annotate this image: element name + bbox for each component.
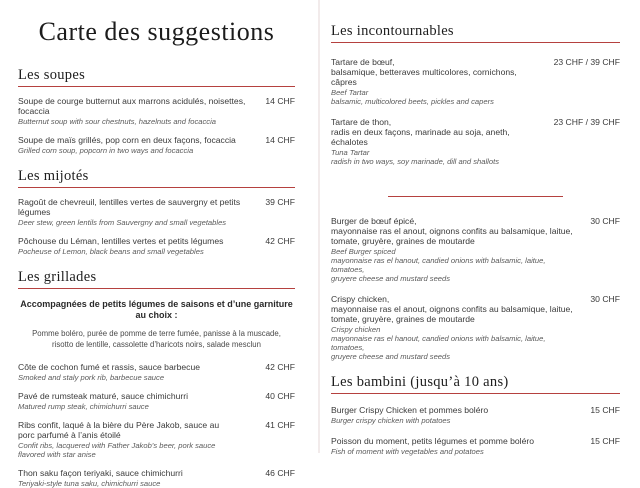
item-text <box>331 405 580 425</box>
item-description-line: Beef Burger spiced <box>331 247 396 256</box>
item-description <box>331 416 580 425</box>
item-description <box>18 146 255 155</box>
item-description-line: Matured rump steak, chimichurri sauce <box>18 402 149 411</box>
item-price: 15 CHF <box>590 405 620 415</box>
section-heading: Les mijotés <box>18 169 295 188</box>
item-name <box>331 57 544 87</box>
item-description-line: Pocheuse of Lemon, black beans and small vegetables <box>18 247 204 256</box>
item-text <box>331 57 544 106</box>
item-name <box>18 236 255 246</box>
menu-section <box>331 375 620 456</box>
item-description <box>18 479 255 488</box>
item-name-line: mayonnaise ras el anout, oignons confits au balsamique, laitue, <box>331 304 573 314</box>
page-title: Carte des suggestions <box>38 17 275 46</box>
item-price: 14 CHF <box>265 135 295 145</box>
item-name-line: Côte de cochon fumé et rassis, sauce barbecue <box>18 362 201 372</box>
menu-item <box>331 294 620 361</box>
item-text <box>331 216 580 283</box>
item-price: 41 CHF <box>265 420 295 430</box>
menu-section <box>18 270 295 488</box>
item-text <box>18 468 255 488</box>
item-description-line: Burger crispy chicken with potatoes <box>331 416 451 425</box>
item-name <box>18 420 255 440</box>
section-heading: Les grillades <box>18 270 295 289</box>
item-name <box>18 197 255 217</box>
section-items <box>331 405 620 456</box>
section-heading: Les soupes <box>18 68 295 87</box>
item-description-line: gruyere cheese and mustard seeds <box>331 352 451 361</box>
item-name-line: Poisson du moment, petits légumes et pomme boléro <box>331 436 535 446</box>
section-heading: Les bambini (jusqu’à 10 ans) <box>331 375 620 394</box>
section-heading: Les incontournables <box>331 24 620 43</box>
item-name-line: porc parfumé à l’anis étoilé <box>18 430 121 440</box>
menu-item <box>18 420 295 459</box>
menu-item <box>18 135 295 155</box>
item-price: 42 CHF <box>265 236 295 246</box>
item-description-line: radish in two ways, soy marinade, dill and shallots <box>331 157 499 166</box>
item-description-line: Confit ribs, lacquered with Father Jakob’s beer, pork sauce <box>18 441 216 450</box>
item-name-line: Ragoût de chevreuil, lentilles vertes de sauvergny et petits légumes <box>18 197 241 217</box>
item-name-line: Pôchouse du Léman, lentilles vertes et petits légumes <box>18 236 224 246</box>
item-price: 23 CHF / 39 CHF <box>553 117 620 127</box>
section-items <box>18 96 295 155</box>
item-description-line: mayonnaise ras el hanout, candied onions with balsamic, laitue, tomatoes, <box>331 256 546 274</box>
menu-item <box>18 96 295 126</box>
item-description-line: Smoked and staly pork rib, barbecue sauce <box>18 373 165 382</box>
menu-left-column <box>18 0 295 488</box>
item-name <box>331 436 580 446</box>
item-name <box>331 216 580 246</box>
menu-item <box>331 216 620 283</box>
section-items <box>18 197 295 256</box>
item-name-line: Soupe de maïs grillés, pop corn en deux façons, focaccia <box>18 135 236 145</box>
item-description <box>18 373 255 382</box>
item-description-line: Crispy chicken <box>331 325 381 334</box>
item-text <box>331 436 580 456</box>
item-name <box>18 468 255 478</box>
item-text <box>18 197 255 227</box>
item-text <box>18 236 255 256</box>
menu-section <box>18 169 295 256</box>
item-name-line: Soupe de courge butternut aux marrons acidulés, noisettes, focaccia <box>18 96 246 116</box>
section-note: Pomme boléro, purée de pomme de terre fumée, panisse à la muscade, risotto de lentille, cassolette d’haricots noirs, salade mesclun <box>32 329 281 349</box>
item-description <box>18 441 255 459</box>
menu-item <box>331 117 620 166</box>
menu-item <box>18 236 295 256</box>
item-name-line: Crispy chicken, <box>331 294 390 304</box>
item-name <box>18 135 255 145</box>
item-text <box>331 117 544 166</box>
item-description-line: Teriyaki-style tuna saku, chimichurri sauce <box>18 479 161 488</box>
item-description <box>331 447 580 456</box>
item-description <box>331 148 544 166</box>
item-description <box>331 247 580 283</box>
item-text <box>331 294 580 361</box>
menu-item <box>18 468 295 488</box>
item-description <box>18 117 255 126</box>
item-description-line: Tuna Tartar <box>331 148 370 157</box>
section-note-bold: Accompagnées de petits légumes de saisons et d’une garniture au choix : <box>20 299 293 320</box>
item-description-line: mayonnaise ras el hanout, candied onions with balsamic, laitue, tomatoes, <box>331 334 546 352</box>
item-name-line: radis en deux façons, marinade au soja, aneth, échalotes <box>331 127 510 147</box>
item-price: 40 CHF <box>265 391 295 401</box>
item-name-line: mayonnaise ras el anout, oignons confits au balsamique, laitue, <box>331 226 573 236</box>
item-price: 23 CHF / 39 CHF <box>553 57 620 67</box>
menu-section <box>18 68 295 155</box>
item-text <box>18 135 255 155</box>
item-text <box>18 391 255 411</box>
section-items <box>331 57 620 361</box>
item-name-line: Ribs confit, laqué à la bière du Père Jakob, sauce au <box>18 420 220 430</box>
item-price: 30 CHF <box>590 216 620 226</box>
item-name-line: Tartare de bœuf, <box>331 57 395 67</box>
item-price: 14 CHF <box>265 96 295 106</box>
section-divider <box>388 196 563 197</box>
item-text <box>18 96 255 126</box>
item-description-line: Fish of moment with vegetables and potatoes <box>331 447 484 456</box>
menu-section <box>331 24 620 361</box>
item-name-line: Thon saku façon teriyaki, sauce chimichurri <box>18 468 183 478</box>
item-description-line: flavored with star anise <box>18 450 96 459</box>
item-description-line: Beef Tartar <box>331 88 369 97</box>
item-name <box>331 405 580 415</box>
item-price: 42 CHF <box>265 362 295 372</box>
item-name-line: Tartare de thon, <box>331 117 392 127</box>
item-price: 46 CHF <box>265 468 295 478</box>
section-items <box>18 362 295 488</box>
menu-item <box>331 405 620 425</box>
item-name <box>331 117 544 147</box>
item-description-line: balsamic, multicolored beets, pickles and capers <box>331 97 494 106</box>
item-description-line: Grilled corn soup, popcorn in two ways and focaccia <box>18 146 194 155</box>
left-sections <box>18 68 295 488</box>
menu-right-column <box>331 0 620 456</box>
item-description-line: Deer stew, green lentils from Sauvergny and small vegetables <box>18 218 227 227</box>
item-text <box>18 362 255 382</box>
item-name-line: Burger Crispy Chicken et pommes boléro <box>331 405 489 415</box>
menu-item <box>331 57 620 106</box>
item-price: 15 CHF <box>590 436 620 446</box>
item-description <box>18 247 255 256</box>
item-description <box>18 402 255 411</box>
item-price: 39 CHF <box>265 197 295 207</box>
item-name-line: tomate, gruyère, graines de moutarde <box>331 236 475 246</box>
item-text <box>18 420 255 459</box>
item-description <box>331 88 544 106</box>
item-name-line: tomate, gruyère, graines de moutarde <box>331 314 475 324</box>
item-name <box>18 362 255 372</box>
item-description <box>18 218 255 227</box>
menu-item <box>331 436 620 456</box>
item-description <box>331 325 580 361</box>
item-name <box>18 96 255 116</box>
item-name <box>18 391 255 401</box>
item-name-line: balsamique, betteraves multicolores, cornichons, câpres <box>331 67 517 87</box>
column-divider <box>318 0 320 453</box>
item-name-line: Pavé de rumsteak maturé, sauce chimichurri <box>18 391 189 401</box>
item-description-line: gruyere cheese and mustard seeds <box>331 274 451 283</box>
item-description-line: Butternut soup with sour chestnuts, hazelnuts and focaccia <box>18 117 216 126</box>
menu-item <box>18 362 295 382</box>
menu-item <box>18 197 295 227</box>
item-name <box>331 294 580 324</box>
right-sections <box>331 24 620 456</box>
menu-item <box>18 391 295 411</box>
item-name-line: Burger de bœuf épicé, <box>331 216 417 226</box>
item-price: 30 CHF <box>590 294 620 304</box>
